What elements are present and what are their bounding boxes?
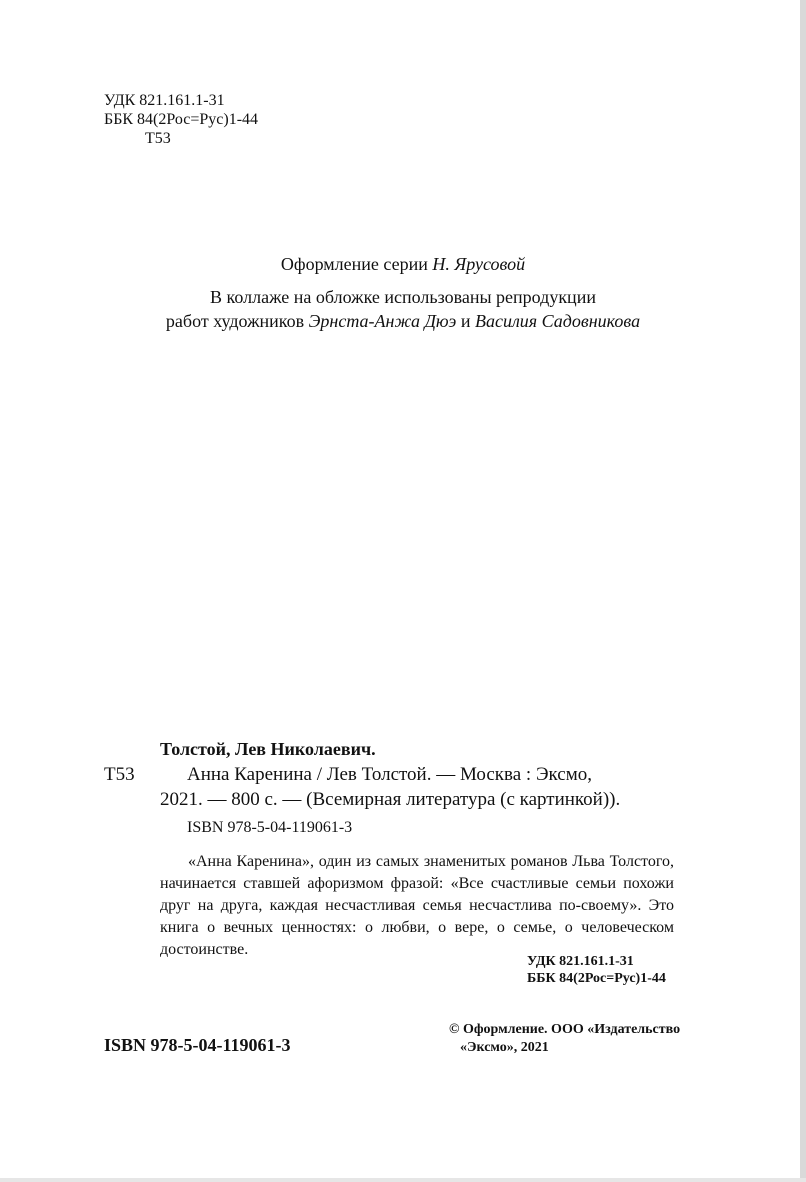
isbn-inline: ISBN 978-5-04-119061-3 bbox=[187, 819, 353, 836]
series-design-prefix: Оформление серии bbox=[280, 254, 433, 274]
copyright-line-2: «Эксмо», 2021 bbox=[460, 1040, 549, 1055]
artist-2: Василия Садовникова bbox=[474, 311, 641, 331]
annotation bbox=[160, 851, 674, 961]
copyright-line-1: © Оформление. ООО «Издательство bbox=[449, 1022, 681, 1037]
author-mark: Т53 bbox=[104, 764, 135, 785]
bib-line-1: Анна Каренина / Лев Толстой. — Москва : Эксмо, bbox=[187, 764, 592, 785]
artist-1: Эрнста-Анжа Дюэ bbox=[308, 311, 457, 331]
collage-credit-line2 bbox=[0, 311, 806, 332]
series-design-credit bbox=[0, 254, 806, 275]
udk-top: УДК 821.161.1-31 bbox=[104, 92, 225, 109]
collage-prefix: работ художников bbox=[165, 311, 309, 331]
page-edge-bottom bbox=[0, 1178, 806, 1182]
artist-conjunction: и bbox=[456, 311, 475, 331]
bbk-bottom: ББК 84(2Рос=Рус)1-44 bbox=[527, 971, 666, 986]
collage-credit-line1: В коллаже на обложке использованы репродукции bbox=[210, 287, 596, 307]
page-edge-right bbox=[800, 0, 806, 1182]
bib-line-2: 2021. — 800 с. — (Всемирная литература (с картинкой)). bbox=[160, 789, 621, 810]
annotation-text: «Анна Каренина», один из самых знаменитых романов Льва Толстого, начинается ставшей афоризмом фразой: «Все счастливые семьи похожи друг на друга, каждая несчастливая семья несчастлива по-своему». Это книга о вечных ценностях: о любви, о вере, о семье, о человеческом достоинстве. bbox=[160, 853, 674, 958]
author-mark-top: Т53 bbox=[145, 130, 171, 147]
series-designer: Н. Ярусовой bbox=[432, 254, 526, 274]
bbk-top: ББК 84(2Рос=Рус)1-44 bbox=[104, 111, 259, 128]
udk-bottom: УДК 821.161.1-31 bbox=[527, 954, 634, 969]
author-heading: Толстой, Лев Николаевич. bbox=[160, 739, 376, 759]
isbn-footer: ISBN 978-5-04-119061-3 bbox=[104, 1035, 291, 1055]
